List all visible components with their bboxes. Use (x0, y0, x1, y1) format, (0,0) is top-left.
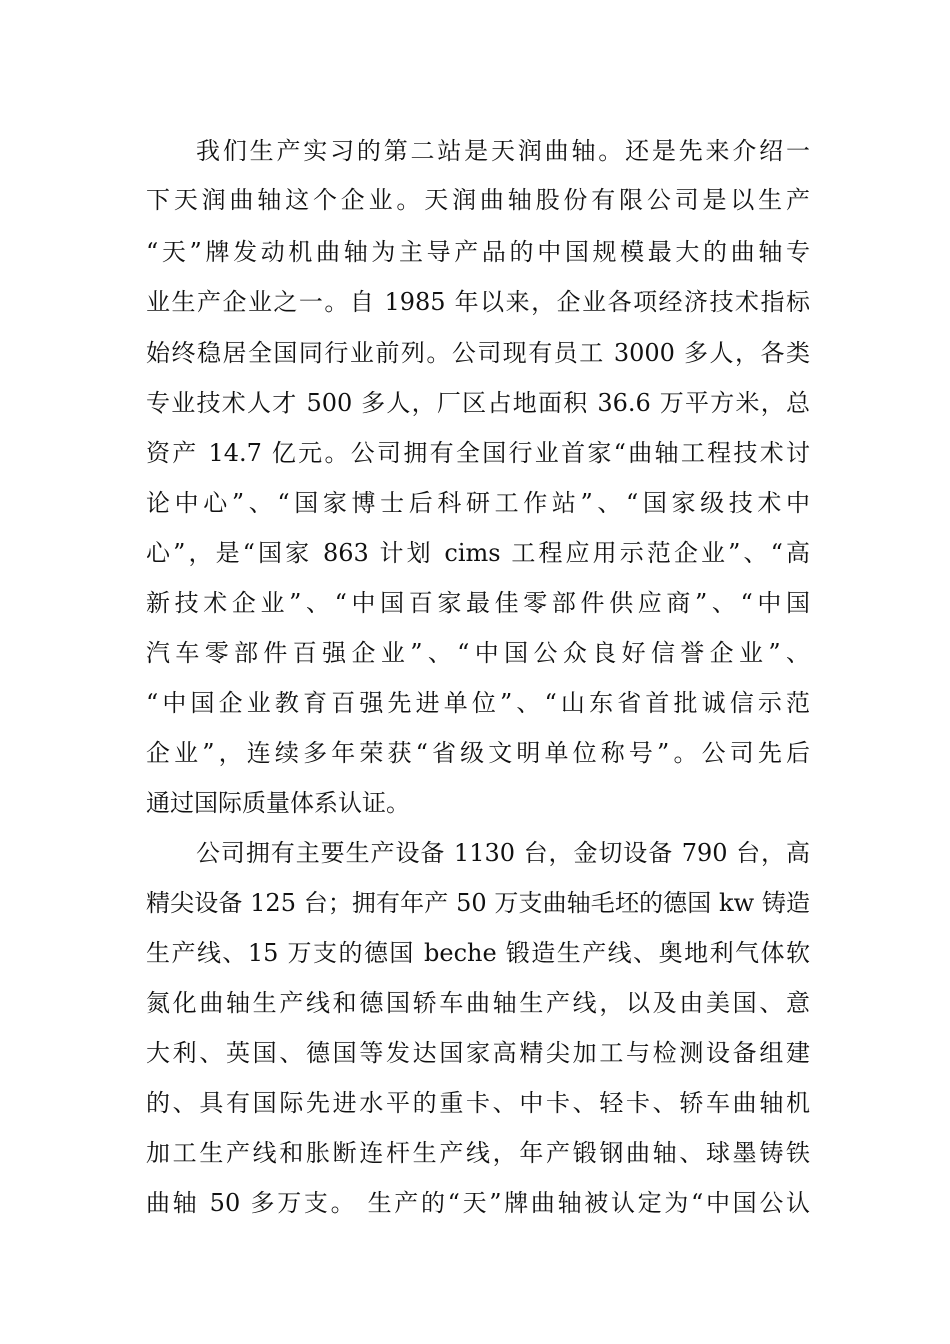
paragraph-1-line-7: 资产 14.7 亿元。公司拥有全国行业首家“曲轴工程技术讨 (146, 439, 810, 467)
paragraph-1-line-9: 心”，是“国家 863 计划 cims 工程应用示范企业”、“高 (146, 539, 810, 567)
paragraph-2-line-7: 加工生产线和胀断连杆生产线，年产锻钢曲轴、球墨铸铁 (146, 1139, 810, 1167)
paragraph-1-line-12: “中国企业教育百强先进单位”、“山东省首批诚信示范 (146, 689, 810, 717)
paragraph-1-line-3: “天”牌发动机曲轴为主导产品的中国规模最大的曲轴专 (146, 238, 810, 266)
paragraph-1-line-10: 新技术企业”、“中国百家最佳零部件供应商”、“中国 (146, 589, 810, 617)
paragraph-2-line-5: 大利、英国、德国等发达国家高精尖加工与检测设备组建 (146, 1039, 810, 1067)
paragraph-1-line-4: 业生产企业之一。自 1985 年以来，企业各项经济技术指标 (146, 288, 810, 316)
paragraph-2-line-3: 生产线、15 万支的德国 beche 锻造生产线、奥地利气体软 (146, 939, 810, 967)
paragraph-1-line-14: 通过国际质量体系认证。 (146, 789, 410, 817)
paragraph-1-line-5: 始终稳居全国同行业前列。公司现有员工 3000 多人，各类 (146, 339, 810, 367)
paragraph-2-line-8: 曲轴 50 多万支。 生产的“天”牌曲轴被认定为“中国公认 (146, 1189, 810, 1217)
paragraph-2-line-1: 公司拥有主要生产设备 1130 台，金切设备 790 台，高 (196, 839, 810, 867)
paragraph-2-line-4: 氮化曲轴生产线和德国轿车曲轴生产线，以及由美国、意 (146, 989, 810, 1017)
paragraph-1-line-2: 下天润曲轴这个企业。天润曲轴股份有限公司是以生产 (146, 186, 810, 214)
paragraph-1-line-11: 汽车零部件百强企业”、“中国公众良好信誉企业”、 (146, 639, 810, 667)
paragraph-2-line-6: 的、具有国际先进水平的重卡、中卡、轻卡、轿车曲轴机 (146, 1089, 810, 1117)
paragraph-1-line-13: 企业”，连续多年荣获“省级文明单位称号”。公司先后 (146, 739, 810, 767)
paragraph-2-line-2: 精尖设备 125 台；拥有年产 50 万支曲轴毛坯的德国 kw 铸造 (146, 889, 810, 917)
paragraph-1-line-8: 论中心”、“国家博士后科研工作站”、“国家级技术中 (146, 489, 810, 517)
paragraph-1-line-6: 专业技术人才 500 多人，厂区占地面积 36.6 万平方米，总 (146, 389, 810, 417)
paragraph-1-line-1: 我们生产实习的第二站是天润曲轴。还是先来介绍一 (196, 137, 810, 165)
